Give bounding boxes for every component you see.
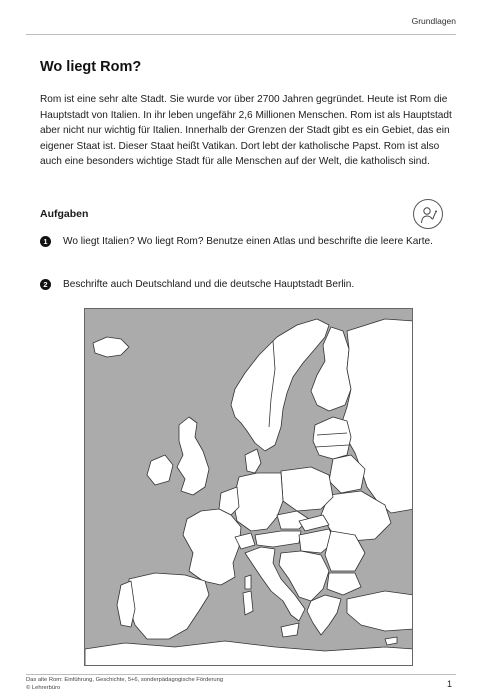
turkey-shape xyxy=(347,591,413,631)
corsica-shape xyxy=(245,575,251,589)
iceland-shape xyxy=(93,337,129,357)
task-item xyxy=(40,234,450,250)
bulgaria-shape xyxy=(327,573,361,595)
great-britain-shape xyxy=(177,417,209,495)
north-africa-shape xyxy=(85,641,413,666)
page-number: 1 xyxy=(446,679,452,689)
europe-outline-map xyxy=(84,308,413,666)
baltics-shape xyxy=(313,417,351,459)
task-text: Wo liegt Italien? Wo liegt Rom? Benutze einen Atlas und beschrifte die leere Karte. xyxy=(63,236,433,247)
spain-shape xyxy=(129,573,209,639)
footer-credits xyxy=(26,677,223,692)
austria-shape xyxy=(255,531,301,547)
footer-publisher: © Lehrerbüro xyxy=(26,684,61,691)
france-shape xyxy=(183,509,241,585)
footer-divider xyxy=(26,674,456,675)
task-number-badge: 1 xyxy=(40,236,51,247)
sicily-shape xyxy=(281,623,299,637)
section-label: Grundlagen xyxy=(411,16,456,26)
page-title: Wo liegt Rom? xyxy=(40,59,142,75)
footer-book-title: Das alte Rom: Einführung, Geschichte, 5+6, sonderpädagogische Förderung xyxy=(26,677,224,683)
tasks-heading: Aufgaben xyxy=(40,208,89,220)
greece-shape xyxy=(307,595,341,635)
sardinia-shape xyxy=(243,591,253,615)
ireland-shape xyxy=(147,455,173,485)
portugal-shape xyxy=(117,581,135,627)
denmark-shape xyxy=(245,449,261,473)
cyprus-shape xyxy=(385,637,397,645)
intro-paragraph: Rom ist eine sehr alte Stadt. Sie wurde vor über 2700 Jahren gegründet. Heute ist Rom die Hauptstadt von Italien. In ihr leben ungefähr 2,6 Millionen Menschen. Rom ist als Hauptstadt aber nicht nur wichtig für Italien. Innerhalb der Grenzen der Stadt gibt es ein Gebiet, das ein eigener Staat ist. Dieser Staat heißt Vatikan. Dort lebt der katholische Papst. Rom ist also auch eine besonders wichtige Stadt für alle Menschen auf der Welt, die katholisch sind. xyxy=(40,94,452,167)
poland-shape xyxy=(281,467,333,511)
task-number-badge: 2 xyxy=(40,279,51,290)
person-thinking-icon xyxy=(413,199,443,229)
germany-shape xyxy=(233,473,283,531)
task-item xyxy=(40,277,450,293)
task-text: Beschrifte auch Deutschland und die deutsche Hauptstadt Berlin. xyxy=(63,279,355,290)
header-divider xyxy=(26,34,456,35)
